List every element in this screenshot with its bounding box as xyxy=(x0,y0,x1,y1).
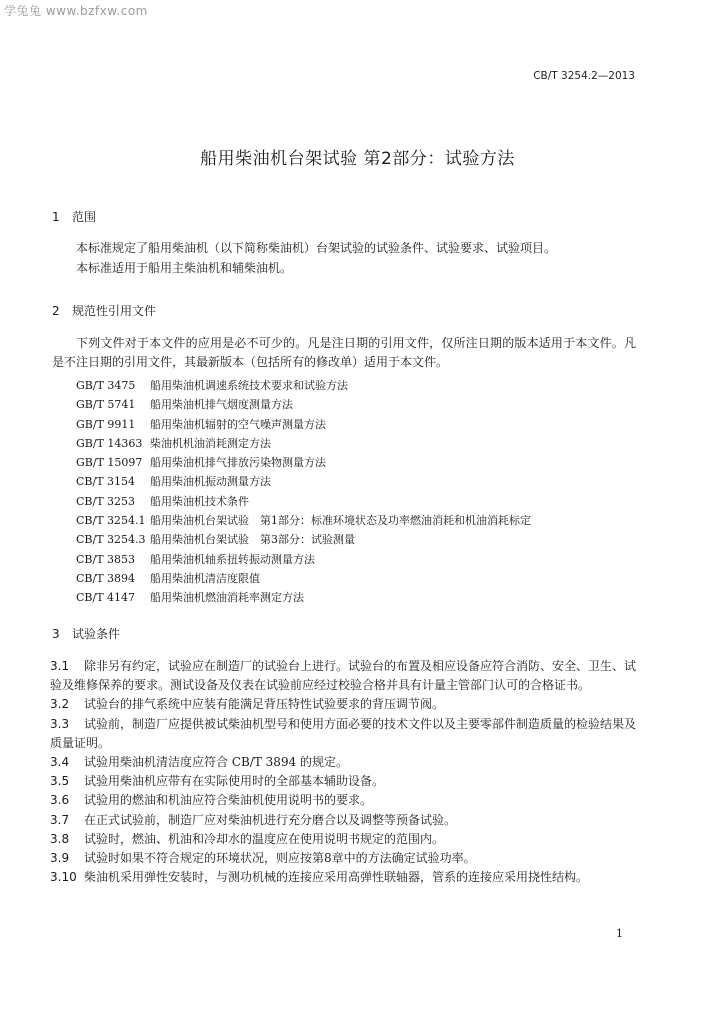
clause-text: 柴油机采用弹性安装时，与测功机械的连接应采用高弹性联轴器，管系的连接应采用挠性结构。 xyxy=(84,870,589,885)
reference-item xyxy=(76,569,531,588)
clause-item xyxy=(50,753,640,772)
reference-code: CB/T 3853 xyxy=(76,552,136,566)
reference-code: GB/T 9911 xyxy=(76,417,136,431)
reference-title: 船用柴油机排气排放污染物测量方法 xyxy=(150,456,326,470)
reference-item xyxy=(76,395,531,414)
reference-title: 船用柴油机台架试验 第3部分：试验测量 xyxy=(150,533,355,547)
reference-item xyxy=(76,415,531,434)
scope-paragraph-1: 本标准规定了船用柴油机（以下简称柴油机）台架试验的试验条件、试验要求、试验项目。 xyxy=(76,241,557,255)
clause-number: 3.7 xyxy=(50,812,70,827)
clause-item xyxy=(50,657,640,695)
reference-title: 船用柴油机振动测量方法 xyxy=(150,475,271,489)
reference-code: GB/T 15097 xyxy=(76,456,143,470)
section-number: 2 xyxy=(52,304,60,318)
reference-item xyxy=(76,550,531,569)
reference-code: CB/T 4147 xyxy=(76,591,136,605)
reference-item xyxy=(76,453,531,472)
clause-text: 试验前，制造厂应提供被试柴油机型号和使用方面必要的技术文件以及主要零部件制造质量的检验结果及质量证明。 xyxy=(50,716,637,750)
reference-item xyxy=(76,492,531,511)
reference-item xyxy=(76,511,531,530)
section-title: 规范性引用文件 xyxy=(72,304,157,318)
section-number: 3 xyxy=(52,627,60,641)
reference-title: 船用柴油机燃油消耗率测定方法 xyxy=(150,591,304,605)
reference-title: 船用柴油机技术条件 xyxy=(150,494,249,508)
reference-code: CB/T 3894 xyxy=(76,571,136,585)
reference-title: 船用柴油机轴系扭转振动测量方法 xyxy=(150,552,315,566)
clause-number: 3.10 xyxy=(50,870,77,885)
reference-code: GB/T 3475 xyxy=(76,379,136,392)
clause-number: 3.1 xyxy=(50,659,70,673)
reference-title: 船用柴油机台架试验 第1部分：标准环境状态及功率燃油消耗和机油消耗标定 xyxy=(150,514,531,528)
reference-code: CB/T 3254.3 xyxy=(76,533,146,547)
reference-item xyxy=(76,472,531,491)
watermark: 学兔兔 www.bzfxw.com xyxy=(4,4,148,18)
standard-code: CB/T 3254.2—2013 xyxy=(533,70,635,82)
section-3-heading xyxy=(52,625,120,642)
reference-title: 船用柴油机调速系统技术要求和试验方法 xyxy=(150,379,348,392)
section-2-heading xyxy=(52,302,156,319)
page-number: 1 xyxy=(616,927,623,940)
clause-item xyxy=(50,868,640,887)
clause-text: 试验时，燃油、机油和冷却水的温度应在使用说明书规定的范围内。 xyxy=(84,831,445,846)
reference-list xyxy=(76,376,531,608)
clause-number: 3.5 xyxy=(50,774,70,789)
reference-code: GB/T 14363 xyxy=(76,436,143,450)
section-number: 1 xyxy=(52,210,60,224)
clause-number: 3.6 xyxy=(50,793,70,808)
clause-number: 3.4 xyxy=(50,755,70,770)
clause-number: 3.9 xyxy=(50,851,70,866)
reference-item xyxy=(76,434,531,453)
clause-text: 试验用柴油机应带有在实际使用时的全部基本辅助设备。 xyxy=(84,774,385,789)
section-title: 试验条件 xyxy=(72,627,121,641)
clause-list xyxy=(50,657,640,887)
scope-paragraph-2: 本标准适用于船用主柴油机和辅柴油机。 xyxy=(76,261,293,275)
reference-item xyxy=(76,530,531,549)
clause-text: 试验时如果不符合规定的环境状况，则应按第8章中的方法确定试验功率。 xyxy=(84,851,476,866)
clause-item xyxy=(50,772,640,791)
clause-item xyxy=(50,830,640,849)
clause-item xyxy=(50,811,640,830)
reference-title: 船用柴油机辐射的空气噪声测量方法 xyxy=(150,417,326,431)
clause-text: 试验用的燃油和机油应符合柴油机使用说明书的要求。 xyxy=(84,793,373,808)
clause-text: 除非另有约定，试验应在制造厂的试验台上进行。试验台的布置及相应设备应符合消防、安全、卫生、试验及维修保养的要求。测试设备及仪表在试验前应经过校验合格并具有计量主管部门认可的合格证书。 xyxy=(50,659,637,693)
reference-code: GB/T 5741 xyxy=(76,398,136,412)
references-intro: 下列文件对于本文件的应用是必不可少的。凡是注日期的引用文件，仅所注日期的版本适用于本文件。凡是不注日期的引用文件，其最新版本（包括所有的修改单）适用于本文件。 xyxy=(52,336,636,369)
clause-number: 3.8 xyxy=(50,831,70,846)
reference-code: CB/T 3154 xyxy=(76,475,136,489)
clause-number: 3.3 xyxy=(50,716,70,731)
section-1-heading xyxy=(52,208,96,225)
clause-item xyxy=(50,791,640,810)
clause-item xyxy=(50,695,640,714)
reference-title: 船用柴油机排气烟度测量方法 xyxy=(150,398,293,412)
clause-item xyxy=(50,715,640,753)
reference-item xyxy=(76,376,531,395)
clause-text: 试验用柴油机清洁度应符合 CB/T 3894 的规定。 xyxy=(84,755,349,770)
clause-item xyxy=(50,849,640,868)
reference-title: 柴油机机油消耗测定方法 xyxy=(150,436,271,450)
section-title: 范围 xyxy=(72,210,97,224)
reference-code: CB/T 3254.1 xyxy=(76,514,146,528)
reference-code: CB/T 3253 xyxy=(76,494,136,508)
document-title: 船用柴油机台架试验 第2部分：试验方法 xyxy=(200,149,515,169)
reference-title: 船用柴油机清洁度限值 xyxy=(150,571,260,585)
reference-item xyxy=(76,588,531,607)
clause-number: 3.2 xyxy=(50,697,70,712)
clause-text: 试验台的排气系统中应装有能满足背压特性试验要求的背压调节阀。 xyxy=(84,697,445,712)
clause-text: 在正式试验前，制造厂应对柴油机进行充分磨合以及调整等预备试验。 xyxy=(84,812,457,827)
